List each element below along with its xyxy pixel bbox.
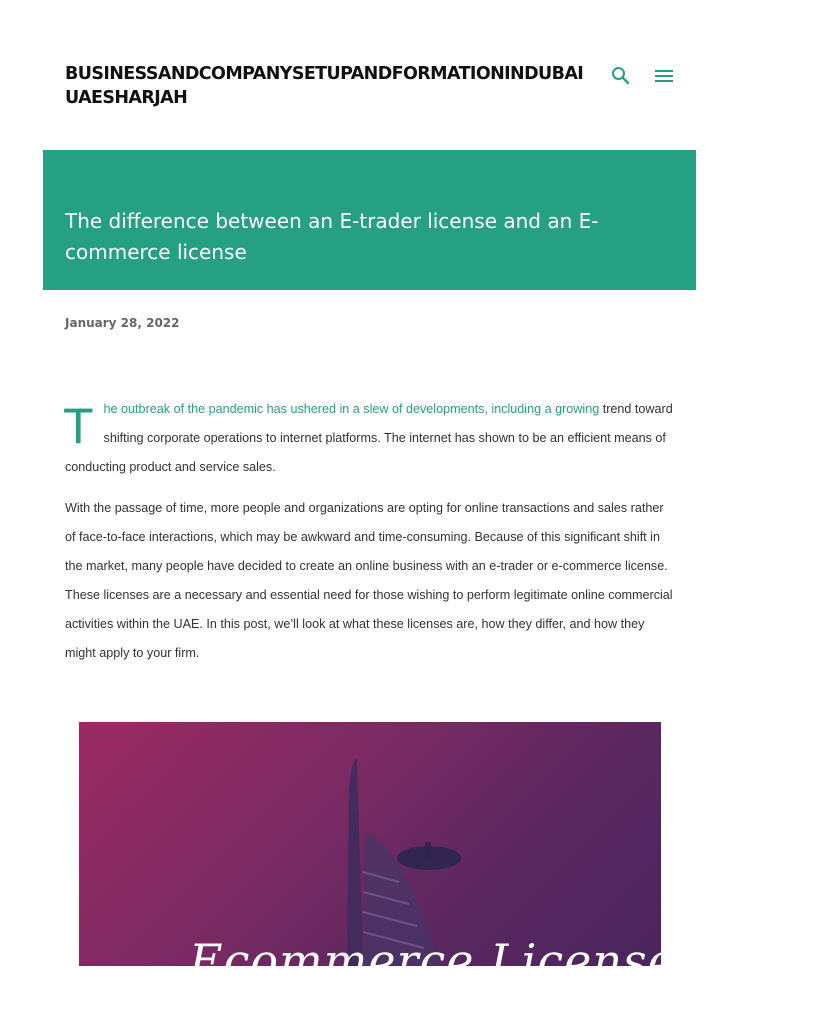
- post-date[interactable]: January 28, 2022: [65, 316, 180, 330]
- site-header: [65, 62, 595, 110]
- site-title[interactable]: BUSINESSANDCOMPANYSETUPANDFORMATIONINDUBAIUAESHARJAH: [65, 64, 584, 108]
- intro-paragraph: [65, 395, 675, 482]
- dropcap: T: [63, 398, 94, 454]
- post-featured-image: [79, 722, 835, 988]
- burj-al-arab-silhouette: [79, 722, 661, 966]
- body-paragraph: With the passage of time, more people and organizations are opting for online transactions and sales rather of face-to-face interactions, which may be awkward and time-consuming. Because of this significant shift in the market, many people have decided to create an online business with an e-trader or e-commerce license. These licenses are a necessary and essential need for those wishing to perform legitimate online commercial activities within the UAE. In this post, we’ll look at what these licenses are, how they differ, and how they might apply to your firm.: [65, 501, 673, 660]
- menu-button[interactable]: [652, 64, 676, 88]
- search-icon: [609, 64, 633, 88]
- post-title-banner: [43, 150, 696, 290]
- image-caption: Ecommerce License Dubai: [189, 934, 835, 988]
- intro-highlight: he outbreak of the pandemic has ushered in a slew of developments, including a growing: [103, 402, 600, 416]
- intro-rest: trend toward shifting corporate operations to internet platforms. The internet has shown to be an efficient means of conducting product and service sales.: [65, 402, 673, 474]
- search-button[interactable]: [609, 64, 633, 88]
- post-title: The difference between an E-trader license and an E-commerce license: [65, 209, 599, 264]
- menu-icon: [652, 64, 676, 88]
- post-body: [65, 395, 675, 668]
